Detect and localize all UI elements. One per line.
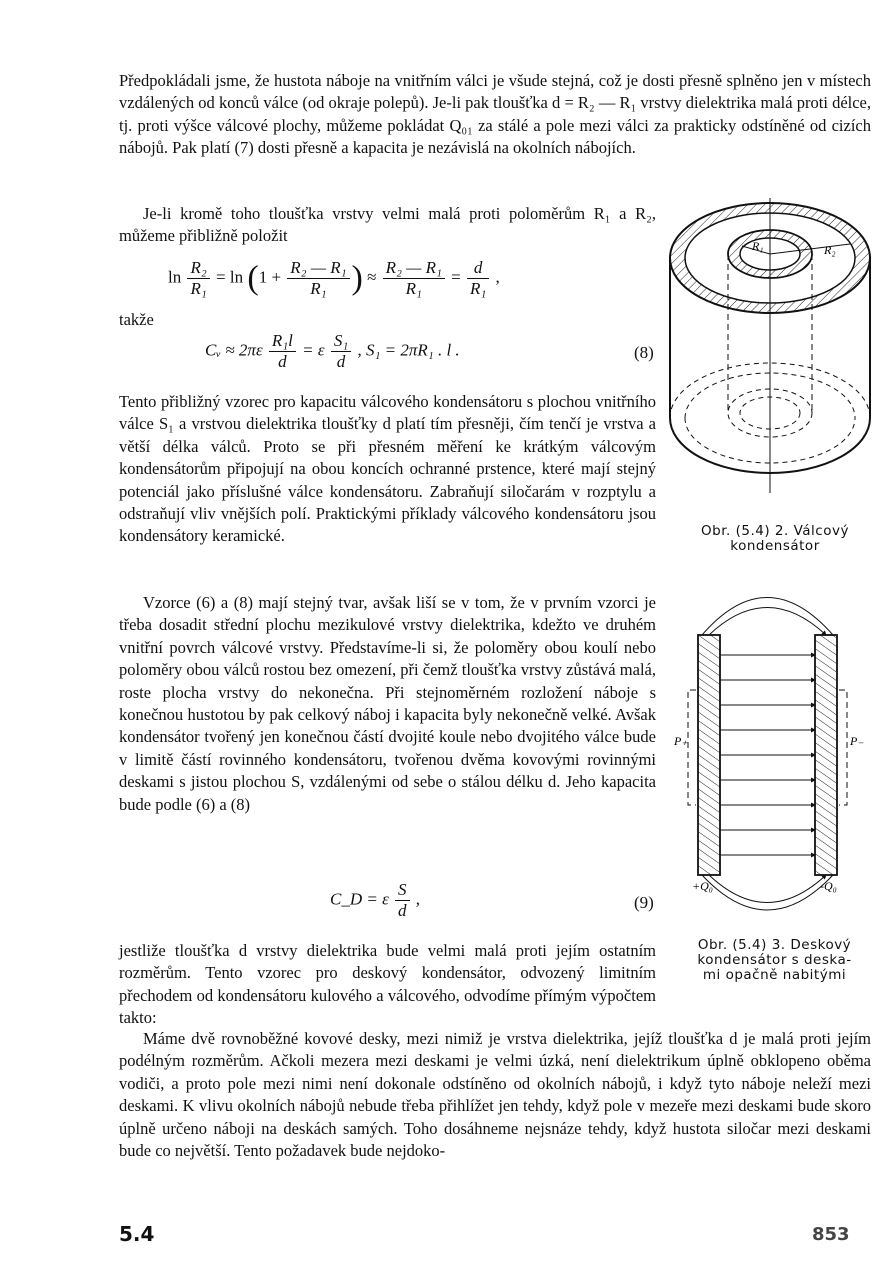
label-q-left: +Q₀: [692, 879, 713, 893]
figure-3-caption: [672, 938, 877, 983]
figure-3-caption-line3: mi opačně nabitými: [702, 967, 847, 983]
eq8-frac-den: d: [278, 352, 287, 371]
eq-equals: =: [216, 267, 226, 287]
eq8-frac-den: d: [336, 352, 346, 371]
eq9-comma: ,: [415, 889, 421, 909]
eq-ln-2: ln: [229, 267, 244, 287]
figure-2-caption: [670, 524, 877, 554]
eq-frac-diff-2: [383, 258, 445, 299]
eq-comma: ,: [495, 267, 500, 287]
eq-equals-2: =: [451, 267, 461, 287]
eq8-lhs: Cᵥ ≈ 2πε: [205, 340, 263, 360]
paragraph-1: Předpokládali jsme, že hustota náboje na vnitřním válci je všude stejná, což je dosti přesně splněno jen v místech vzdálených od konců válce (od okraje polepů). Je-li pak tloušťka d = R₂ — R₁ vrstvy dielektrika malá proti délce, tj. proti výšce válcové plochy, můžeme pokládat Q₀₁ za stálé a pole mezi válci za prakticky odstíněné od cizích nábojů. Pak platí (7) dosti přesně a kapacita je nezávislá na okolních nábojích.: [119, 71, 871, 158]
eq-frac-num: R₂: [187, 258, 209, 279]
eq8-frac-1: [269, 331, 296, 372]
page-number: 853: [812, 1224, 850, 1245]
label-r2: R₂: [824, 243, 836, 257]
eq-one-plus: 1 +: [258, 267, 282, 287]
paragraph-4-text: Vzorce (6) a (8) mají stejný tvar, avšak liší se v tom, že v prvním vzorci je třeba dosadit střední plochu mezikulové vrstvy dielektrika, kdežto ve druhém vnitřní povrch válcové vrstvy. Představíme-li si, že poloměry obou koulí nebo poloměry obou válců rostou bez omezení, při čemž tloušťka vrstvy zůstává malá, roste plocha vrstvy do nekonečna. Při stejnoměrném rozložení náboje s konečnou hustotou by pak celkový náboj i kapacita byly nekonečně velké. Avšak kondensátor tvořený jen konečnou částí dvojité koule nebo dvojitého válce bude v limitě částí rovinného kondensátoru, tvořenou dvěma kovovými rovinnými deskami s jistou plochou S, vzdálenými od sebe o stálou délku d. Jeho kapacita bude podle (6) a (8): [119, 593, 656, 814]
eq8-frac-num: S₁: [331, 331, 351, 352]
paragraph-2: [119, 203, 656, 248]
eq-frac-num: R₂ — R₁: [383, 258, 445, 279]
plate-left: [698, 635, 720, 875]
paragraph-3: Tento přibližný vzorec pro kapacitu válcového kondensátoru s plochou vnitřního válce S₁ a vrstvou dielektrika tloušťky d platí tím přesněji, čím tenčí je vrstva a větší délka válců. Proto se při přesném měření ke krátkým válcovým kondensátorům připojují na obou koncích ochranné prstence, které mají stejný potenciál jako příslušné válce kondensátoru. Zabraňují siločarám v rozptylu a odstraňují vliv vnějších polí. Praktickými příklady válcového kondensátoru jsou kondensátory keramické.: [119, 392, 656, 546]
eq-frac-num: R₂ — R₁: [287, 258, 349, 279]
eq9-frac-num: S: [395, 880, 410, 901]
equation-8-number: (8): [634, 343, 654, 362]
paragraph-6: [119, 1028, 871, 1162]
equation-approx: [168, 258, 500, 299]
equation-8: [205, 331, 460, 372]
section-number: 5.4: [119, 1222, 155, 1246]
eq8-frac-num: R₁l: [269, 331, 296, 352]
paragraph-6-text: Máme dvě rovnoběžné kovové desky, mezi nimiž je vrstva dielektrika, jejíž tloušťka d je malá proti jejím podélným rozměrům. Ačkoli mezera mezi deskami je velmi úzká, není dielektrikum úplně obklopeno oběma vodiči, a proto pole mezi nimi není dokonale odstíněno od okolních nábojů, i když tyto náboje neleží mezi deskami. K vlivu okolních nábojů nebude třeba přihlížet jen tehdy, když pole v mezeře mezi deskami bude skoro úplně určeno náboji na deskách samých. Toho dosáhneme nejsnáze tehdy, když hustota siločar mezi deskami bude co největší. Tento požadavek bude nejdoko-: [119, 1029, 871, 1161]
figure-2-caption-line2: kondensátor: [730, 538, 820, 554]
equation-9-number: (9): [634, 893, 654, 912]
figure-3-caption-line1: Obr. (5.4) 3. Deskový: [697, 937, 852, 953]
plate-right: [815, 635, 837, 875]
takze-word: takže: [119, 310, 154, 329]
paragraph-4: [119, 592, 656, 816]
eq8-frac-2: [331, 331, 351, 372]
eq-paren-open: (: [247, 259, 259, 297]
paragraph-2-text: Je-li kromě toho tloušťka vrstvy velmi malá proti poloměrům R₁ a R₂, můžeme přibližně položit: [119, 204, 656, 246]
field-lines: [702, 598, 833, 911]
label-p-left: P₊: [674, 734, 688, 748]
label-r1: R₁: [752, 239, 764, 253]
label-q-right: -Q₀: [820, 879, 837, 893]
figure-plate-capacitor: [670, 590, 865, 920]
eq9-frac: [395, 880, 410, 921]
equation-9: [330, 880, 420, 921]
paragraph-5: jestliže tloušťka d vrstvy dielektrika bude velmi malá proti jejím ostatním rozměrům. Tento vzorec pro deskový kondensátor, odvozený limitním přechodem od kondensátoru kulového a válcového, odvodíme přímým výpočtem takto:: [119, 941, 656, 1028]
eq8-mid: = ε: [302, 340, 325, 360]
eq8-rhs: , S₁ = 2πR₁ . l .: [357, 340, 460, 360]
eq-frac-den: R₁: [405, 279, 422, 298]
eq-frac-den: R₁: [190, 279, 207, 298]
eq-frac-num: d: [467, 258, 489, 279]
eq-frac-den: R₁: [310, 279, 327, 298]
figure-2-caption-line1: Obr. (5.4) 2. Válcový: [701, 523, 849, 539]
eq9-lhs: C_D = ε: [330, 889, 389, 909]
eq-frac-diff: [287, 258, 349, 299]
eq-paren-close: ): [351, 259, 363, 297]
eq-frac-r2-r1: [187, 258, 209, 299]
eq-approx-sign: ≈: [367, 267, 377, 287]
figure-cylindrical-capacitor: [662, 188, 876, 498]
figure-3-caption-line2: kondensátor s deska-: [697, 952, 852, 968]
eq-frac-d: [467, 258, 489, 299]
eq-ln: ln: [168, 267, 182, 287]
label-p-right: P₋: [850, 734, 864, 748]
eq9-frac-den: d: [398, 901, 407, 920]
eq-frac-den: R₁: [469, 279, 487, 298]
